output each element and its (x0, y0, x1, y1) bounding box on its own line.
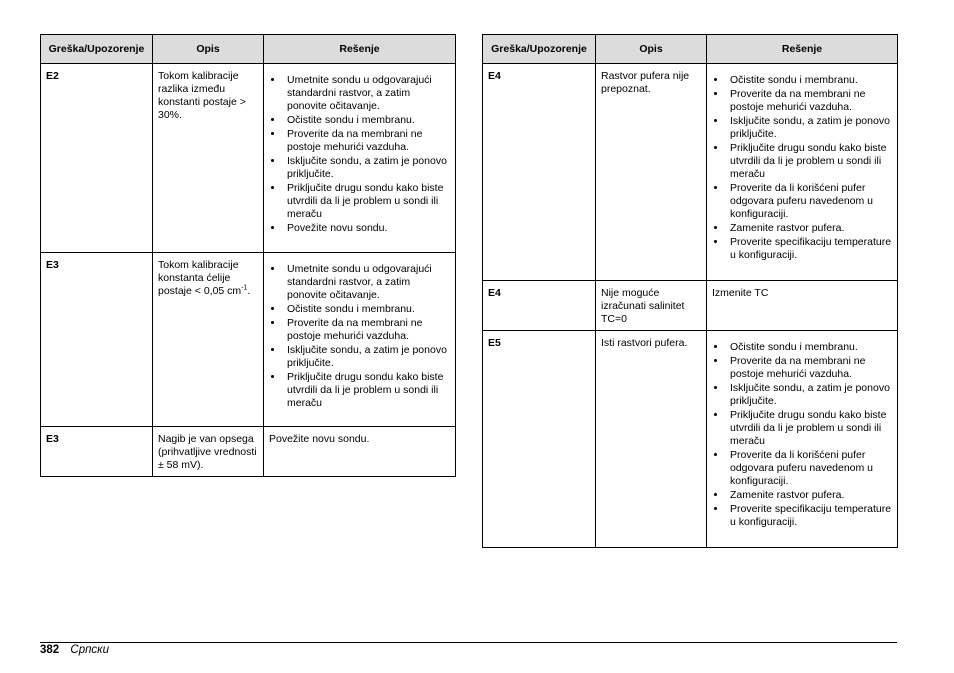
error-table-left (40, 34, 456, 477)
solution-item: • Priključite drugu sondu kako biste utvrdili da li je problem u sondi ili meraču (727, 142, 892, 181)
solution-list (269, 74, 450, 235)
table-header-row (483, 35, 898, 64)
page-number: 382 (40, 644, 60, 656)
error-description (153, 253, 264, 427)
error-code: E3 (41, 427, 153, 477)
header-error: Greška/Upozorenje (41, 35, 153, 64)
header-description: Opis (596, 35, 707, 64)
error-solution: Izmenite TC (707, 281, 898, 331)
solution-item: • Zamenite rastvor pufera. (727, 489, 892, 502)
solution-item: • Isključite sondu, a zatim je ponovo priključite. (284, 344, 450, 370)
table-row (483, 331, 898, 548)
solution-item: • Povežite novu sondu. (284, 222, 450, 235)
solution-item: • Umetnite sondu u odgovarajući standardni rastvor, a zatim ponovite očitavanje. (284, 74, 450, 113)
error-code: E3 (41, 253, 153, 427)
error-code: E4 (483, 64, 596, 281)
solution-list (712, 74, 892, 262)
error-description: Rastvor pufera nije prepoznat. (596, 64, 707, 281)
solution-item: • Očistite sondu i membranu. (284, 114, 450, 127)
header-description: Opis (153, 35, 264, 64)
language-label: Српски (70, 644, 109, 656)
solution-item: • Zamenite rastvor pufera. (727, 222, 892, 235)
table-row (41, 64, 456, 253)
solution-item: • Proverite da li korišćeni pufer odgovara puferu navedenom u konfiguraciji. (727, 449, 892, 488)
error-description: Isti rastvori pufera. (596, 331, 707, 548)
solution-item: • Proverite da na membrani ne postoje mehurići vazduha. (727, 355, 892, 381)
solution-item: • Priključite drugu sondu kako biste utvrdili da li je problem u sondi ili meraču (727, 409, 892, 448)
error-solution (264, 64, 456, 253)
solution-item: • Očistite sondu i membranu. (284, 303, 450, 316)
solution-item: • Očistite sondu i membranu. (727, 341, 892, 354)
solution-item: • Proverite specifikaciju temperature u konfiguraciji. (727, 236, 892, 262)
description-superscript: -1 (241, 284, 248, 292)
solution-item: • Priključite drugu sondu kako biste utvrdili da li je problem u sondi ili meraču (284, 182, 450, 221)
footer-divider (40, 642, 897, 643)
solution-item: • Proverite da na membrani ne postoje mehurići vazduha. (727, 88, 892, 114)
error-code: E4 (483, 281, 596, 331)
table-header-row (41, 35, 456, 64)
description-text: Tokom kalibracije konstanta ćelije postaje < 0,05 cm (158, 259, 242, 297)
error-solution: Povežite novu sondu. (264, 427, 456, 477)
header-solution: Rešenje (707, 35, 898, 64)
error-description: Nagib je van opsega (prihvatljive vrednosti ± 58 mV). (153, 427, 264, 477)
table-row (41, 427, 456, 477)
solution-list (269, 263, 450, 410)
header-solution: Rešenje (264, 35, 456, 64)
table-row (41, 253, 456, 427)
solution-item: • Očistite sondu i membranu. (727, 74, 892, 87)
error-solution (707, 64, 898, 281)
error-table-right (482, 34, 898, 548)
error-solution (707, 331, 898, 548)
solution-item: • Isključite sondu, a zatim je ponovo priključite. (284, 155, 450, 181)
page-footer (40, 643, 109, 657)
solution-list (712, 341, 892, 529)
solution-item: • Isključite sondu, a zatim je ponovo priključite. (727, 382, 892, 408)
header-error: Greška/Upozorenje (483, 35, 596, 64)
error-code: E5 (483, 331, 596, 548)
description-end: . (247, 285, 251, 297)
solution-item: • Proverite da na membrani ne postoje mehurići vazduha. (284, 128, 450, 154)
solution-item: • Proverite da li korišćeni pufer odgovara puferu navedenom u konfiguraciji. (727, 182, 892, 221)
error-code: E2 (41, 64, 153, 253)
error-description: Tokom kalibracije razlika između konstanti postaje > 30%. (153, 64, 264, 253)
solution-item: • Proverite da na membrani ne postoje mehurići vazduha. (284, 317, 450, 343)
error-description: Nije moguće izračunati salinitet TC=0 (596, 281, 707, 331)
solution-item: • Umetnite sondu u odgovarajući standardni rastvor, a zatim ponovite očitavanje. (284, 263, 450, 302)
table-row (483, 281, 898, 331)
error-solution (264, 253, 456, 427)
table-row (483, 64, 898, 281)
solution-item: • Isključite sondu, a zatim je ponovo priključite. (727, 115, 892, 141)
solution-item: • Proverite specifikaciju temperature u konfiguraciji. (727, 503, 892, 529)
solution-item: • Priključite drugu sondu kako biste utvrdili da li je problem u sondi ili meraču (284, 371, 450, 410)
